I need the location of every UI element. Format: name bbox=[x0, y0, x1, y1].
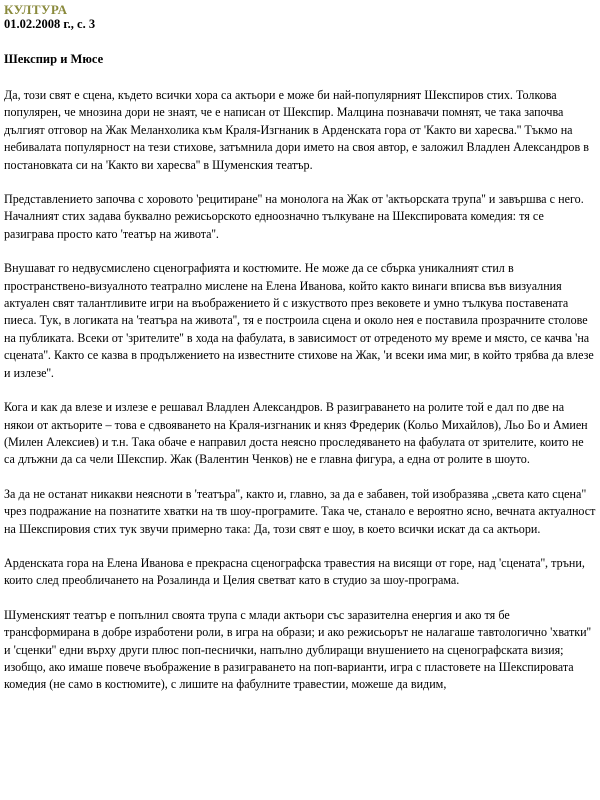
article-paragraph: Да, този свят е сцена, където всички хора са актьори е може би най-популярният Шекспиров стих. Толкова популярен, че мнозина дори не знаят, че е написан от Шекспир. Малцина познавачи помнят, че така започва дългият отговор на Жак Меланхолика към Краля-Изгнаник в Арденската гора от 'Както ви харесва.'' Тъкмо на небивалата популярност на тези стихове, затъмнила дори името на своя автор, е заложил Владлен Александров в постановката си на 'Както ви харесва'' в Шуменския театър. bbox=[4, 88, 590, 172]
article-paragraph: Шуменският театър е попълнил своята трупа с млади актьори със заразителна енергия и ако тя бе трансформирана в добре изработени роли, в игра на образи; и ако режисьорът не налагаше тавтологично 'хватки'' и 'сценки'' едни върху други плюс поп-песнички, напълно дублиращи внушението на сценографската визия; изобщо, ако имаше повече въображение в разиграването на поп-варианти, игра с пластовете на Шекспировата комедия (не само в костюмите), с лишите на фабулните травестии, можеше да видим, bbox=[4, 607, 591, 692]
article-paragraph: За да не останат никакви неясноти в 'театъра'', както и, главно, за да е забавен, той изобразява „света като сцена" чрез подражание на познатите хватки на тв шоу-програмите. Така че, станало е вероятно ясно, вечната актуалност на Шекспировия стих тук звучи примерно така: Да, този свят е шоу, в което всички искат да са актьори. bbox=[4, 486, 596, 536]
issue-date-page-line: 01.02.2008 г., с. 3 bbox=[4, 17, 96, 31]
publication-masthead: КУЛТУРА bbox=[4, 2, 68, 17]
article-paragraph: Внушават го недвусмислено сценографията и костюмите. Не може да се сбърка уникалният стил в пространствено-визуалното театрално мислене на Елена Иванова, който както винаги вписва във визуалния актуален свят талантливите игри на въображението й с изкуството през вековете и умно тълкува поставената пиеса. Тук, в логиката на 'театъра на живота'', тя е построила сцена и около нея е поставила прозрачните столове на публиката. Всеки от 'зрителите'' в хода на фабулата, в зависимост от отреденото му време и място, се качва 'на сцената''. Както се казва в продължението на известните стихове на Жак, 'и всеки има миг, в който трябва да влезе и излезе''. bbox=[4, 261, 594, 380]
article-paragraph: Представлението започва с хоровото 'рецитиране'' на монолога на Жак от 'актьорската трупа'' и завършва с него. Началният стих задава буквално режисьорското едноозначно тълкуване на Шекспировата комедия: тя се разиграва просто като 'театър на живота''. bbox=[4, 192, 584, 241]
article-paragraph: Кога и как да влезе и излезе е решавал Владлен Александров. В разиграването на ролите той е дал по две на някои от актьорите – това е сдвояването на Краля-изгнаник и княз Фредерик (Кольо Михайлов), Льо Бо и Амиен (Милен Алексиев) и т.н. Така обаче е направил доста неясно проследяването на фабулата от зрителите, които не са длъжни да са чели Шекспир. Жак (Валентин Ченков) не е главна фигура, а една от ролите в шоуто. bbox=[4, 400, 588, 467]
article-body bbox=[4, 87, 596, 694]
article-paragraph: Арденската гора на Елена Иванова е прекрасна сценографска травестия на висящи от горе, над 'сцената'', тръни, които след преобличането на Розалинда и Целия светват като в студио за шоу-програма. bbox=[4, 555, 585, 588]
article-title: Шекспир и Мюсе bbox=[4, 52, 104, 66]
